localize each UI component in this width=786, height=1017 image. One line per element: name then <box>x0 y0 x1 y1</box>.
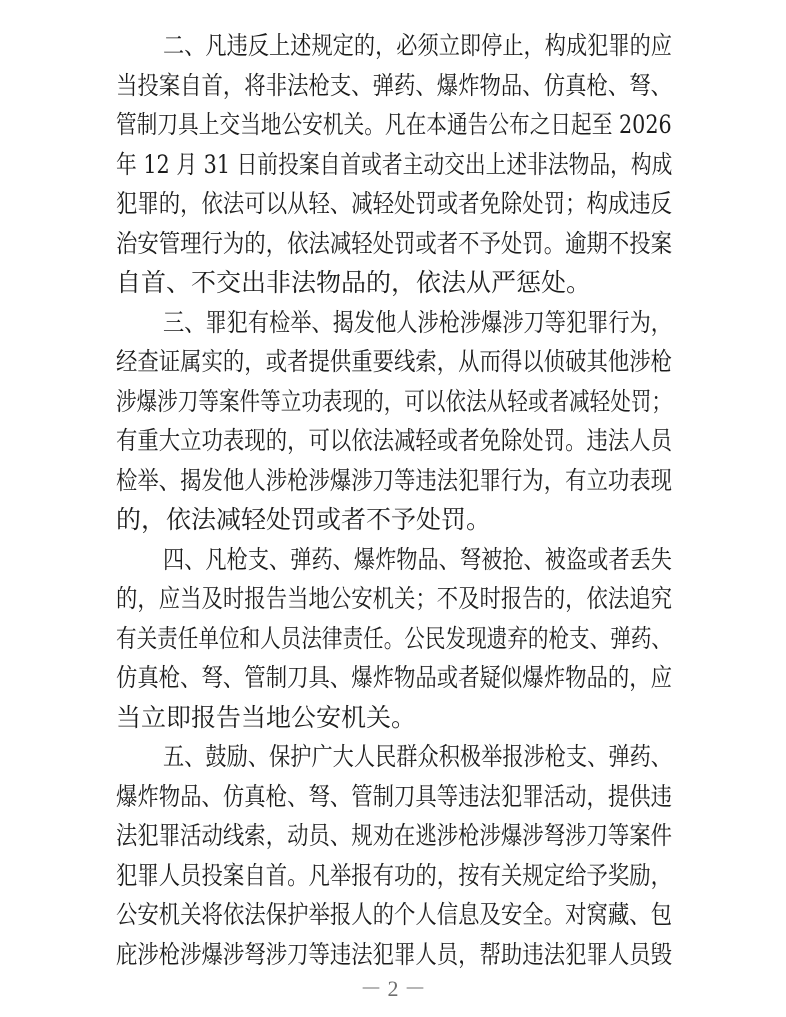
text-line: 仿真枪、弩、管制刀具、爆炸物品或者疑似爆炸物品的，应 <box>116 663 673 692</box>
text-line: 五、鼓励、保护广大人民群众积极举报涉枪支、弹药、 <box>163 742 673 771</box>
text-line: 犯罪人员投案自首。凡举报有功的，按有关规定给予奖励， <box>116 861 673 890</box>
text-line: 有重大立功表现的，可以依法减轻或者免除处罚。违法人员 <box>116 426 673 455</box>
text-line: 治安管理行为的，依法减轻处罚或者不予处罚。逾期不投案 <box>116 229 673 258</box>
text-line: 自首、不交出非法物品的，依法从严惩处。 <box>116 268 592 297</box>
text-line: 涉爆涉刀等案件等立功表现的，可以依法从轻或者减轻处罚； <box>116 387 673 416</box>
text-line: 当投案自首，将非法枪支、弹药、爆炸物品、仿真枪、弩、 <box>116 71 673 100</box>
text-line: 的，依法减轻处罚或者不予处罚。 <box>116 505 492 534</box>
text-line: 有关责任单位和人员法律责任。公民发现遗弃的枪支、弹药、 <box>116 624 673 653</box>
text-line: 当立即报告当地公安机关。 <box>116 703 417 732</box>
text-line: 法犯罪活动线索，动员、规劝在逃涉枪涉爆涉弩涉刀等案件 <box>116 821 673 850</box>
text-line: 三、罪犯有检举、揭发他人涉枪涉爆涉刀等犯罪行为， <box>163 308 673 337</box>
text-line: 犯罪的，依法可以从轻、减轻处罚或者免除处罚；构成违反 <box>116 189 673 218</box>
text-line: 经查证属实的，或者提供重要线索，从而得以侦破其他涉枪 <box>116 347 673 376</box>
text-line: 年 12 月 31 日前投案自首或者主动交出上述非法物品，构成 <box>116 150 673 179</box>
text-line: 的，应当及时报告当地公安机关；不及时报告的，依法追究 <box>116 584 673 613</box>
text-line: 庇涉枪涉爆涉弩涉刀等违法犯罪人员，帮助违法犯罪人员毁 <box>116 940 673 969</box>
page-number: － 2 － <box>359 976 426 1001</box>
text-line: 二、凡违反上述规定的，必须立即停止，构成犯罪的应 <box>163 31 673 60</box>
text-line: 管制刀具上交当地公安机关。凡在本通告公布之日起至 2026 <box>116 110 672 139</box>
text-line: 四、凡枪支、弹药、爆炸物品、弩被抢、被盗或者丢失 <box>163 545 673 574</box>
text-line: 检举、揭发他人涉枪涉爆涉刀等违法犯罪行为，有立功表现 <box>116 466 673 495</box>
text-line: 爆炸物品、仿真枪、弩、管制刀具等违法犯罪活动，提供违 <box>116 782 673 811</box>
text-line: 公安机关将依法保护举报人的个人信息及安全。对窝藏、包 <box>116 900 673 929</box>
